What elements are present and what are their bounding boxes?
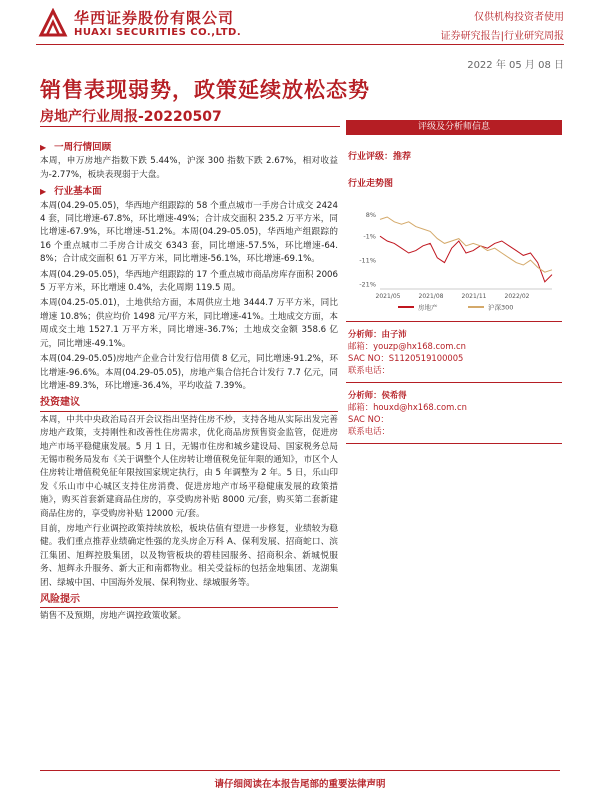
fundamentals-paragraph: 本周(04.25-05.01)，土地供给方面，本周供应土地 3444.7 万平方米，同比增速 10.8%；供应均价 1498 元/平方米，同比增速-41%。土地成交方面，本周成交土地 1527.1 万平方米，同比增速-36.7%；土地成交金额 358.6 亿元，同比增速-49.1%。 <box>40 298 338 349</box>
analyst-email: 邮箱：youzp@hx168.com.cn <box>348 341 466 351</box>
chart-y-tick-label: 8% <box>365 211 376 220</box>
chart-series-line-csi300 <box>380 217 552 272</box>
legal-footer: 请仔细阅读在本报告尾部的重要法律声明 <box>214 779 386 790</box>
main-content <box>40 138 338 626</box>
analyst-email: 邮箱：houxd@hx168.com.cn <box>348 402 467 412</box>
report-category: 证券研究报告|行业研究周报 <box>440 31 564 42</box>
investment-paragraph: 目前，房地产行业调控政策持续放松，板块估值有望进一步修复，业绩较为稳健。我们重点推荐业绩确定性强的龙头房企万科 A、保利发展、招商蛇口、滨江集团、旭辉控股集团，以及物管板块的碧桂园服务、招商积余、新城悦服务、旭辉永升服务、新大正和南都物业。相关受益标的包括金地集团、龙湖集团、绿城中国、中国海外发展、保利物业、绿城服务等。 <box>40 523 338 588</box>
fundamentals-paragraph: 本周(04.29-05.05)，华西地产组跟踪的 58 个重点城市一手房合计成交 24244 套，同比增速-67.8%，环比增速-49%；合计成交面积 235.2 万平方米，同比增速-67.9%，环比增速-51.2%。本周(04.29-05.05)，华西地产组跟踪的 16 个重点城市二手房合计成交 6343 套，同比增速-57.5%，环比增速-64.8%；合计成交面积 61 万平方米，同比增速-56.1%，环比增速-69.1%。 <box>40 200 338 265</box>
chart-x-tick-label: 2021/08 <box>418 293 444 300</box>
risk-text: 销售不及预期，房地产调控政策收紧。 <box>40 611 187 622</box>
chart-x-tick-label: 2022/02 <box>504 293 530 300</box>
analyst-sac: SAC NO： <box>348 414 389 424</box>
section-heading-weekly-review <box>40 141 338 154</box>
analyst-sac: SAC NO：S1120519100005 <box>348 353 464 363</box>
section-heading-text: 行业基本面 <box>54 186 102 198</box>
analyst-phone: 联系电话： <box>348 365 390 375</box>
trend-chart-title: 行业走势图 <box>348 179 394 189</box>
analyst-name: 分析师：侯希得 <box>348 390 407 400</box>
chart-legend-label: 房地产 <box>418 303 438 312</box>
sidebar-divider <box>346 382 562 383</box>
title-divider <box>40 126 340 127</box>
analyst-phone: 联系电话： <box>348 426 390 436</box>
sidebar <box>346 120 562 444</box>
section-heading-text: 一周行情回顾 <box>54 142 112 153</box>
chart-x-tick-label: 2021/05 <box>375 293 401 300</box>
chart-legend-label: 沪深300 <box>488 303 514 312</box>
report-header <box>0 0 600 48</box>
chart-y-tick-label: -11% <box>359 256 376 265</box>
sidebar-divider <box>346 443 562 444</box>
fundamentals-paragraph: 本周(04.29-05.05)，华西地产组跟踪的 17 个重点城市商品房库存面积 20065 万平方米，环比增速 0.4%，去化周期 119.5 周。 <box>40 269 338 294</box>
report-date: 2022 年 05 月 08 日 <box>467 60 564 71</box>
weekly-review-text: 本周，申万房地产指数下跌 5.44%，沪深 300 指数下跌 2.67%，相对收益为-2.77%，板块表现弱于大盘。 <box>40 156 338 180</box>
fundamentals-paragraph: 本周(04.29-05.05)房地产企业合计发行信用债 8 亿元，同比增速-91.2%，环比增速-96.6%。本周(04.29-05.05)，房地产集合信托合计发行 7.7 亿元，同比增速-89.3%，环比增速-36.4%，平均收益 7.39%。 <box>40 354 339 391</box>
report-main-title: 销售表现弱势，政策延续放松态势 <box>40 78 370 102</box>
chart-y-tick-label: -1% <box>363 232 376 241</box>
company-name-cn: 华西证券股份有限公司 <box>74 9 235 27</box>
triangle-bullet-icon: ▶ <box>40 187 47 197</box>
analyst-name: 分析师：由子沛 <box>348 329 407 339</box>
section-heading-investment: 投资建议 <box>40 396 338 411</box>
section-heading-risk: 风险提示 <box>40 593 338 608</box>
sidebar-divider <box>346 321 562 322</box>
company-name-en: HUAXI SECURITIES CO.,LTD. <box>74 27 242 38</box>
chart-x-tick-label: 2021/11 <box>461 293 487 300</box>
triangle-bullet-icon: ▶ <box>40 143 47 152</box>
report-sub-title: 房地产行业周报-20220507 <box>40 109 222 125</box>
section-heading-fundamentals <box>40 185 338 198</box>
huaxi-logo-icon <box>38 8 68 38</box>
header-divider <box>36 44 564 45</box>
chart-y-tick-label: -21% <box>359 280 376 289</box>
analyst-block <box>346 328 562 376</box>
sidebar-panel-title: 评级及分析师信息 <box>346 120 562 135</box>
analyst-block <box>346 389 562 437</box>
chart-series-line-property <box>380 236 552 282</box>
investment-paragraph: 本周，中共中央政治局召开会议指出坚持住房不炒，支持各地从实际出发完善房地产政策，支持刚性和改善性住房需求，优化商品房预售资金监管，促进房地产市场平稳健康发展。5 月 1 日，无锡市住房和城乡建设局、国家税务总局无锡市税务局发布《关于调整个人住房转让增值税免征年限的通知》，市区个人住房转让增值税免征年限按国家规定执行，由 5 年调整为 2 年。5 日，乐山印发《乐山市中心城区支持住房消费、促进房地产市场平稳健康发展的政策措施》，购买首套新建商品住房的，享受购房补贴 8000 元/套，购买第二套新建商品住房的，享受购房补贴 12000 元/套。 <box>40 414 338 519</box>
investor-notice: 仅供机构投资者使用 <box>474 12 564 23</box>
footer-divider <box>40 770 560 771</box>
industry-rating: 行业评级：推荐 <box>348 152 412 162</box>
industry-trend-chart <box>346 197 562 317</box>
trend-chart-svg <box>346 197 562 317</box>
